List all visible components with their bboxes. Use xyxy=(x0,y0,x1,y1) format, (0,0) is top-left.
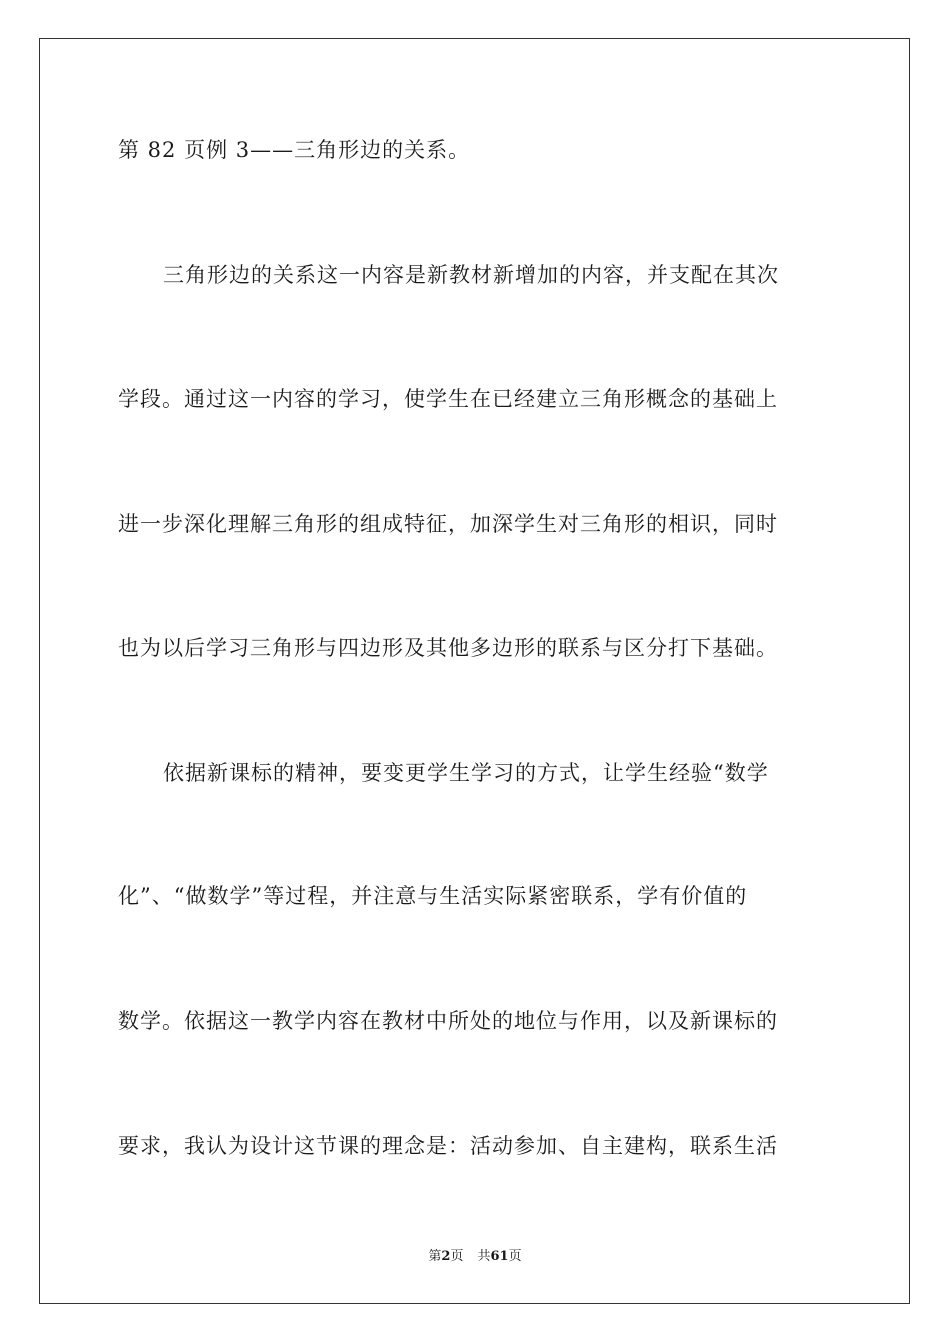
page-label-prefix: 第 xyxy=(428,1249,442,1264)
text-line-1: 第 82 页例 3——三角形边的关系。 xyxy=(118,138,471,162)
text-line-3: 学段。通过这一内容的学习，使学生在已经建立三角形概念的基础上 xyxy=(118,387,778,411)
total-label-prefix: 共 xyxy=(477,1249,491,1264)
total-pages: 61 xyxy=(490,1249,509,1264)
page-label-suffix: 页 xyxy=(450,1249,464,1264)
text-line-4: 进一步深化理解三角形的组成特征，加深学生对三角形的相识，同时 xyxy=(118,512,778,536)
total-label-suffix: 页 xyxy=(508,1249,522,1264)
text-line-2: 三角形边的关系这一内容是新教材新增加的内容，并支配在其次 xyxy=(163,263,779,287)
text-line-6: 依据新课标的精神，要变更学生学习的方式，让学生经验“数学 xyxy=(163,761,769,785)
text-line-9: 要求，我认为设计这节课的理念是：活动参加、自主建构，联系生活 xyxy=(118,1134,778,1158)
text-line-5: 也为以后学习三角形与四边形及其他多边形的联系与区分打下基础。 xyxy=(118,636,778,660)
text-line-8: 数学。依据这一教学内容在教材中所处的地位与作用，以及新课标的 xyxy=(118,1009,778,1033)
text-line-7: 化”、“做数学”等过程，并注意与生活实际紧密联系，学有价值的 xyxy=(118,884,748,908)
page-number: 2 xyxy=(441,1249,451,1264)
page-border xyxy=(39,38,910,1304)
page-footer xyxy=(0,1248,950,1266)
